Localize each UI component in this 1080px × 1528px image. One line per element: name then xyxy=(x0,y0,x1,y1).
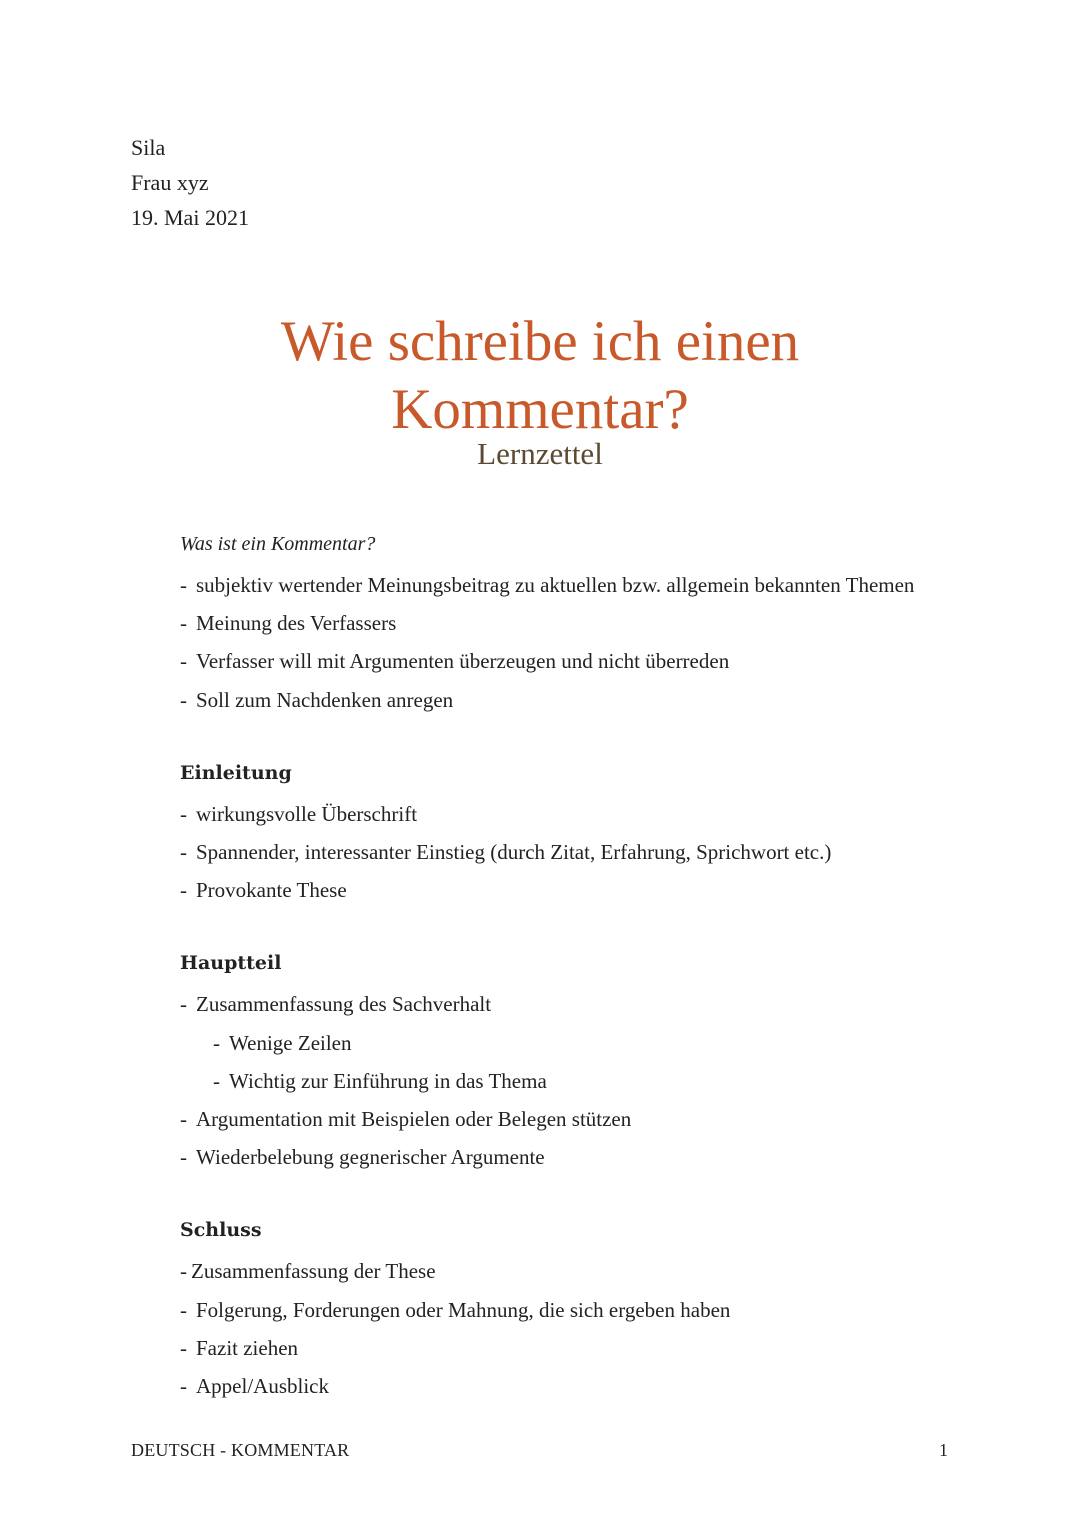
list-item: - Folgerung, Forderungen oder Mahnung, die sich ergeben haben xyxy=(180,1297,731,1322)
intro-list xyxy=(180,566,1000,719)
sub-list-item: - Wichtig zur Einführung in das Thema xyxy=(213,1068,547,1093)
section-einleitung xyxy=(180,757,1000,910)
page-subtitle: Lernzettel xyxy=(477,436,603,471)
header-meta xyxy=(131,130,249,235)
title-line-2: Kommentar? xyxy=(391,378,689,441)
list-item: - Provokante These xyxy=(180,878,347,903)
list-item: - Soll zum Nachdenken anregen xyxy=(180,687,454,712)
title-block xyxy=(0,308,1080,474)
document-content xyxy=(180,528,1000,1443)
hauptteil-list xyxy=(180,985,1000,1176)
list-item: - Appel/Ausblick xyxy=(180,1374,329,1399)
schluss-list xyxy=(180,1252,1000,1405)
einleitung-heading: Einleitung xyxy=(180,761,292,784)
page-number: 1 xyxy=(939,1440,948,1460)
teacher-name: Frau xyz xyxy=(131,170,209,195)
list-item: - wirkungsvolle Überschrift xyxy=(180,801,418,826)
list-item: - subjektiv wertender Meinungsbeitrag zu aktuellen bzw. allgemein bekannten Themen xyxy=(180,573,915,597)
list-item: - Verfasser will mit Argumenten überzeugen und nicht überreden xyxy=(180,649,730,674)
list-item: - Zusammenfassung der These xyxy=(180,1259,436,1284)
list-item: - Argumentation mit Beispielen oder Belegen stützen xyxy=(180,1107,632,1132)
footer-label: DEUTSCH - KOMMENTAR xyxy=(131,1440,350,1460)
intro-heading: Was ist ein Kommentar? xyxy=(180,533,376,555)
page-title xyxy=(0,308,1080,444)
einleitung-list xyxy=(180,795,1000,910)
title-line-1: Wie schreibe ich einen xyxy=(280,310,800,373)
section-intro xyxy=(180,528,1000,719)
list-item: - Spannender, interessanter Einstieg (durch Zitat, Erfahrung, Sprichwort etc.) xyxy=(180,840,832,865)
section-hauptteil xyxy=(180,947,1000,1176)
schluss-heading: Schluss xyxy=(180,1219,262,1242)
list-item: - Wiederbelebung gegnerischer Argumente xyxy=(180,1145,545,1170)
sub-list-item: - Wenige Zeilen xyxy=(213,1030,352,1055)
author-name: Sila xyxy=(131,135,166,160)
list-item: - Meinung des Verfassers xyxy=(180,611,397,636)
section-schluss xyxy=(180,1214,1000,1405)
hauptteil-heading: Hauptteil xyxy=(180,952,282,975)
list-item: - Zusammenfassung des Sachverhalt xyxy=(180,992,492,1017)
document-date: 19. Mai 2021 xyxy=(131,205,249,230)
list-item: - Fazit ziehen xyxy=(180,1335,299,1360)
